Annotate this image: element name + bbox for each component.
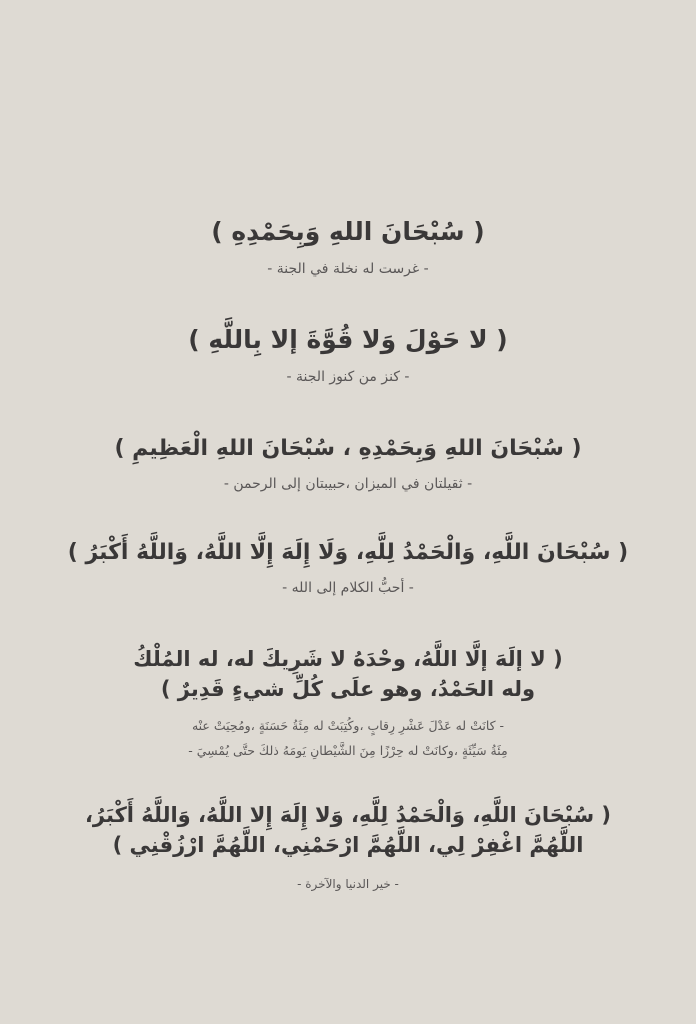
dhikr-block-4: [40, 537, 656, 598]
dhikr-block-6: [40, 800, 656, 894]
dhikr-block-3: [40, 433, 656, 494]
dhikr-text-line-2: وله الحَمْدُ، وهو علَى كُلِّ شيءٍ قَدِيرٌ ): [160, 677, 536, 701]
dhikr-virtue: - أحبُّ الكلام إلى الله -: [282, 580, 414, 596]
dhikr-virtue: - خير الدنيا والآخرة -: [297, 877, 399, 891]
dhikr-text: ( سُبْحَانَ اللهِ وَبِحَمْدِهِ ، سُبْحَانَ اللهِ الْعَظِيمِ ): [114, 436, 582, 461]
dhikr-text: ( سُبْحَانَ اللهِ وَبِحَمْدِهِ ): [211, 217, 485, 246]
dhikr-text: ( سُبْحَانَ اللَّهِ، وَالْحَمْدُ لِلَّهِ، وَلَا إِلَهَ إِلَّا اللَّهُ، وَاللَّهُ أَكْبَرُ ): [67, 540, 629, 565]
dhikr-virtue-line-2: مِئَةُ سَيِّئَةٍ ،وكانَتْ له حِرْزًا مِنَ الشَّيْطانِ يَومَهُ ذلكَ حتَّى يُمْسِيَ -: [188, 743, 508, 758]
dhikr-block-5: [40, 644, 656, 762]
dhikr-text: ( لا حَوْلَ وَلا قُوَّةَ إلا بِاللَّهِ ): [188, 325, 508, 354]
dhikr-virtue: - ثقيلتان في الميزان ،حبيبتان إلى الرحمن -: [223, 476, 473, 492]
dhikr-text-line-1: ( سُبْحَانَ اللَّهِ، وَالْحَمْدُ لِلَّهِ، وَلا إِلَهَ إِلا اللَّهُ، وَاللَّهُ أَكْبَرُ،: [84, 803, 612, 827]
dhikr-virtue: - غرست له نخلة في الجنة -: [267, 261, 429, 277]
dhikr-text-line-1: ( لا إلَهَ إلَّا اللَّهُ، وحْدَهُ لا شَرِيكَ له، له المُلْكُ: [133, 647, 563, 671]
dhikr-block-1: [40, 215, 656, 279]
dhikr-text-line-2: اللَّهُمَّ اغْفِرْ لِي، اللَّهُمَّ ارْحَمْنِي، اللَّهُمَّ ارْزُقْنِي ): [112, 833, 584, 857]
dhikr-block-2: [40, 323, 656, 387]
dhikr-virtue-line-1: - كانَتْ له عَدْلَ عَشْرِ رِقابٍ ،وكُتِبَتْ له مِئَةُ حَسَنَةٍ ،ومُحِيَتْ عنْه: [191, 718, 505, 733]
dhikr-virtue: - كنز من كنوز الجنة -: [286, 369, 410, 385]
